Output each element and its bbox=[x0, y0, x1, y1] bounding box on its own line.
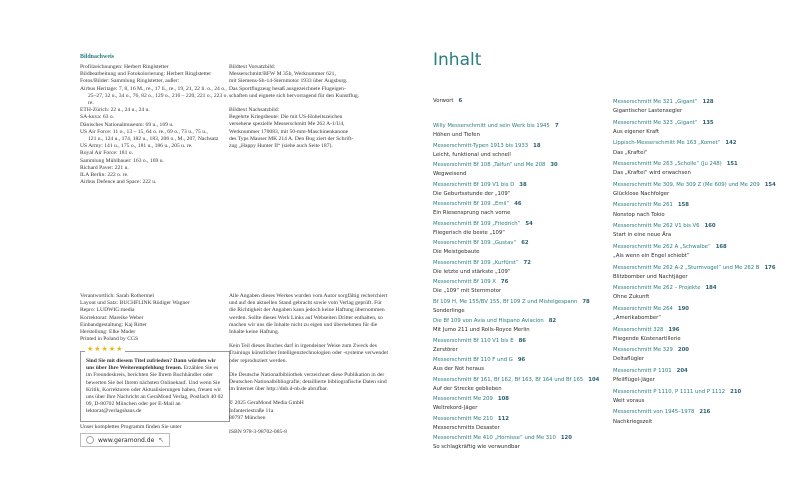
toc-entry-page: 128 bbox=[702, 99, 714, 105]
toc-entry-subtitle: Die letzte und stärkste „109“ bbox=[433, 268, 511, 275]
rating-stars-icon: ★★★★★ bbox=[87, 345, 124, 353]
feedback-bold: Sind Sie mit diesem Titel zufrieden? Dann würden wir uns über Ihre Weiterempfehlung freuen. bbox=[86, 358, 216, 372]
publisher-line: © 2025 GeraMond Media GmbH bbox=[229, 400, 304, 407]
toc-entry-page: 190 bbox=[677, 305, 689, 312]
toc-entry-page: 62 bbox=[521, 240, 529, 246]
caption-line: mit Siemens-Sh-14-Sternmotor 1933 über Augsburg. bbox=[229, 78, 348, 85]
program-text: Unser komplettes Programm finden Sie unter bbox=[80, 424, 182, 430]
toc-entry[interactable] bbox=[433, 278, 608, 298]
imprint bbox=[80, 293, 230, 343]
toc-entry-heading bbox=[433, 298, 608, 307]
credit-line: Sammlung Mühlbauer: 163 o., 169 u. bbox=[80, 157, 164, 164]
toc-entry-heading bbox=[613, 326, 798, 335]
toc-entry[interactable] bbox=[613, 98, 798, 119]
toc-entry-heading bbox=[613, 388, 798, 397]
credit-line: Profilzeichnungen: Herbert Ringlstetter bbox=[80, 64, 169, 70]
toc-entry-heading bbox=[433, 122, 608, 131]
toc-entry-heading bbox=[613, 222, 798, 231]
toc-entry-title: Messerschmitt Bf 110 F und G bbox=[433, 357, 513, 363]
toc-entry[interactable] bbox=[613, 284, 798, 305]
toc-entry[interactable] bbox=[613, 326, 798, 347]
toc-entry-title: Lippisch-Messerschmitt Me 163 „Komet“ bbox=[613, 140, 721, 147]
vorsatz-caption bbox=[229, 71, 389, 100]
toc-entry-title: Messerschmitt von 1945–1978 bbox=[613, 409, 695, 416]
toc-entry-title: Messerschmitt Me 264 bbox=[613, 305, 673, 312]
caption-line: des Typs Mauser MK 214 A. Den Bug ziert der Schrift- bbox=[229, 135, 354, 142]
toc-entry-title: Die Bf 109 von Avia und Hispano Aviación bbox=[433, 318, 544, 324]
toc-entry[interactable] bbox=[613, 408, 798, 429]
toc-entry-subtitle: Mit Jumo 211 und Rolls-Royce Merlin bbox=[433, 327, 530, 334]
toc-entry-title: Messerschmitt Me 323 „Gigant“ bbox=[613, 119, 698, 126]
toc-entry-heading bbox=[613, 160, 798, 169]
toc-entry[interactable] bbox=[613, 222, 798, 243]
vorsatz-label: Bildtext Vorsatzbild: bbox=[229, 64, 276, 70]
toc-entry-page: 86 bbox=[518, 337, 526, 344]
toc-entry-subtitle: Das „Kraftei“ bbox=[613, 149, 648, 156]
toc-entry-subtitle: Das „Kraftei“ wird erwachsen bbox=[613, 170, 691, 177]
toc-entry[interactable] bbox=[433, 259, 608, 279]
toc-entry-subtitle: Höhen und Tiefen bbox=[433, 132, 480, 139]
toc-entry-heading bbox=[613, 346, 798, 355]
toc-entry-page: 151 bbox=[726, 161, 738, 168]
imprint-line: Repro: LUDWIG:media bbox=[80, 307, 135, 314]
publisher-line: Infanteriestraße 11a bbox=[229, 407, 274, 414]
toc-entry-title: Messerschmitt 328 bbox=[613, 326, 664, 333]
credits-list bbox=[80, 64, 230, 186]
toc-entry[interactable] bbox=[613, 264, 798, 285]
toc-entry-title: Messerschmitt Bf 108 „Taifun“ und Me 208 bbox=[433, 162, 546, 168]
toc-entry-title: Messerschmitt Me 262 V1 bis V6 bbox=[613, 223, 700, 230]
feedback-text: Erzählen Sie es im Freundeskreis, berichten Sie Ihrem Buchhändler oder bewerten Sie bei Ihrem nächsten Onlinekauf. Und wenn Sie Kritik, Korrekturen oder Aktualisierungen haben, freuen wir uns über Ihre Nachricht an GeraMond Verlag, Postfach 40 02 09, D-80702 München oder per E-Mail an lektorat@verlagshaus.de bbox=[86, 365, 224, 415]
toc-entry-heading bbox=[613, 181, 798, 190]
toc-entry[interactable] bbox=[433, 415, 608, 435]
toc-entry-subtitle: Nachkriegszeit bbox=[613, 418, 653, 425]
toc-column-1 bbox=[433, 97, 608, 454]
toc-entry-title: Messerschmitt Me 262 A-2 „Sturmvogel“ und Me 262 B bbox=[613, 264, 760, 271]
toc-entry-page: 168 bbox=[715, 243, 727, 250]
toc-entry-page: 46 bbox=[514, 201, 522, 207]
caption-line: Begehrte Kriegsbeute: Die mit US-Hoheitszeichen bbox=[229, 114, 343, 121]
toc-entry-title: Messerschmitt Bf 161, Bf 162, Bf 163, Bf 164 und Bf 165 bbox=[433, 376, 584, 383]
nachsatz-label: Bildtext Nachsatzbild: bbox=[229, 107, 280, 114]
credit-line: Richard Paver: 221 u. bbox=[80, 164, 129, 171]
toc-entry-subtitle: Fliegende Küstenartillerie bbox=[613, 335, 681, 342]
toc-entry-title: Messerschmitt P 1101 bbox=[613, 367, 672, 374]
toc-entry-page: 38 bbox=[519, 181, 527, 188]
toc-entry[interactable] bbox=[433, 337, 608, 357]
caption-line: Werknummer 170083, mit 50-mm-Maschinenkanone bbox=[229, 128, 349, 135]
toc-entry-page: 6 bbox=[458, 98, 463, 104]
toc-entry-title: Messerschmitt Me 309, Me 309 Z (Me 609) und Me 209 bbox=[613, 181, 760, 188]
toc-entry-heading bbox=[433, 259, 608, 268]
toc-entry-title: Vorwort bbox=[433, 98, 454, 104]
toc-entry-subtitle: Wegweisend bbox=[433, 171, 467, 178]
toc-entry-subtitle: Aus eigener Kraft bbox=[613, 128, 659, 135]
caption-line: schaften und eignete sich hervorragend für den Kunstflug. bbox=[229, 92, 360, 99]
credit-line: Airbus Defence and Space: 222 u. bbox=[80, 179, 157, 186]
toc-entry-page: 82 bbox=[548, 318, 557, 324]
toc-entry-heading bbox=[433, 239, 608, 248]
toc-entry-heading bbox=[433, 161, 608, 170]
imprint-line: Printed in Poland by CGS bbox=[80, 336, 139, 343]
credit-line: Dänisches Nationalmuseum: 69 u., 169 u. bbox=[80, 121, 174, 128]
legal-paragraph: Alle Angaben dieses Werkes wurden vom Autor sorgfältig recherchiert und auf den aktuellen Stand gebracht sowie vom Verlag geprüft. Für die Richtigkeit der Angaben kann jedoch keine Haftung übernommen werden. Sollte dieses Werk Links auf Webseiten Dritter enthalten, so machen wir uns die Inhalte nicht zu eigen und übernehmen für die Inhalte keine Haftung. bbox=[229, 293, 388, 336]
legal-paragraph: Die Deutsche Nationalbibliothek verzeichnet diese Publikation in der Deutschen Nationalbibliografie; detaillierte bibliografische Daten sind im Internet über http://dnb.d-nb.de abrufbar. bbox=[229, 371, 387, 393]
credit-line: US Air Force: 11 o., 13 – 15, 64 o. re., 69 o., 73 u., 75 u., bbox=[80, 128, 208, 135]
toc-entry-title: Messerschmitt Me 410 „Hornisse“ und Me 310 bbox=[433, 435, 556, 441]
toc-entry-page: 18 bbox=[533, 142, 541, 149]
toc-entry[interactable] bbox=[613, 305, 798, 326]
credit-line: ETH-Zürich: 22 u., 24 u., 24 u. bbox=[80, 107, 150, 114]
toc-entry-heading bbox=[433, 278, 608, 287]
credits-heading: Bildnachweis bbox=[80, 54, 115, 60]
toc-entry-subtitle: Zerstörer bbox=[433, 346, 458, 353]
toc-entry-page: 7 bbox=[554, 123, 559, 129]
imprint-line: Verantwortlich: Sarah Rothermel bbox=[80, 293, 154, 299]
toc-entry-page: 158 bbox=[677, 202, 689, 209]
toc-entry-heading bbox=[433, 220, 608, 229]
toc-entry-title: Bf 109 H, Me 155/BV 155, Bf 109 Z und Mistelgespann bbox=[433, 298, 578, 305]
toc-entry[interactable] bbox=[613, 388, 798, 409]
toc-entry-page: 78 bbox=[582, 298, 590, 305]
imprint-line: Herstellung: Elke Mader bbox=[80, 329, 136, 336]
toc-entry-heading bbox=[613, 284, 798, 293]
toc-entry-page: 54 bbox=[525, 220, 533, 227]
toc-entry-subtitle: Blitzbomber und Nachtjäger bbox=[613, 273, 688, 280]
toc-entry-title: Messerschmitt Bf 109 X bbox=[433, 279, 496, 285]
toc-entry-heading bbox=[433, 317, 608, 326]
toc-entry-title: Messerschmitt Bf 109 „Gustav“ bbox=[433, 240, 517, 246]
toc-entry[interactable] bbox=[433, 376, 608, 396]
toc-entry-page: 120 bbox=[560, 435, 572, 441]
caption-line: Messerschmitt/BFW M 35b, Werknummer 621, bbox=[229, 71, 336, 78]
credit-line: Royal Air Force: 181 o. bbox=[80, 150, 133, 157]
toc-entry-subtitle: Deltaflügler bbox=[613, 356, 645, 363]
toc-entry-page: 112 bbox=[497, 415, 509, 422]
toc-entry[interactable] bbox=[433, 356, 608, 376]
credit-line: 121 u., 124 u., 174, 182 u., 183, 206 o., M., 207, Nachsatz bbox=[88, 136, 219, 143]
toc-entry[interactable] bbox=[613, 201, 798, 222]
toc-entry-heading bbox=[613, 98, 798, 107]
credit-line: Bildbearbeitung und Fotokolorierung: Herbert Ringlstetter bbox=[80, 71, 212, 78]
toc-entry-subtitle: „Als wenn ein Engel schiebt“ bbox=[613, 253, 690, 260]
toc-entry-title: Messerschmitt Bf 109 „Emil“ bbox=[433, 201, 510, 207]
caption-line: versehene spezielle Messerschmitt Me 262 A-1/U4, bbox=[229, 121, 345, 128]
toc-entry[interactable] bbox=[613, 119, 798, 140]
toc-entry-subtitle: Fliegerisch die beste „109“ bbox=[433, 229, 506, 236]
toc-entry-page: 96 bbox=[517, 357, 526, 363]
toc-entry-subtitle: Sonderlinge bbox=[433, 307, 465, 314]
toc-entry-subtitle: Aus der Not heraus bbox=[433, 366, 485, 373]
toc-entry-heading bbox=[433, 337, 608, 346]
toc-entry-page: 160 bbox=[704, 223, 716, 230]
toc-entry-heading bbox=[433, 376, 608, 385]
caption-line: Das Sportflugzeug besaß ausgezeichnete Flugeigen- bbox=[229, 85, 346, 92]
toc-entry-heading bbox=[613, 408, 798, 417]
toc-entry-page: 204 bbox=[676, 367, 688, 374]
toc-entry[interactable] bbox=[433, 317, 608, 337]
imprint-line: Einbandgestaltung: Kaj Ritter bbox=[80, 321, 147, 328]
toc-entry[interactable] bbox=[613, 367, 798, 388]
toc-entry[interactable] bbox=[613, 243, 798, 264]
toc-entry[interactable] bbox=[613, 181, 798, 202]
toc-entry[interactable] bbox=[613, 346, 798, 367]
toc-entry-page: 142 bbox=[725, 140, 737, 147]
toc-entry-heading bbox=[433, 395, 608, 404]
toc-column-2 bbox=[613, 98, 798, 429]
toc-title: Inhalt bbox=[433, 50, 482, 70]
toc-entry[interactable] bbox=[433, 239, 608, 259]
toc-entry-subtitle: Glücklose Nachfolger bbox=[613, 190, 670, 197]
toc-entry-heading bbox=[613, 243, 798, 252]
toc-entry-page: 154 bbox=[764, 181, 776, 188]
toc-entry-page: 184 bbox=[705, 285, 717, 292]
toc-entry-title: Messerschmitt Bf 109 „Kurfürst“ bbox=[433, 259, 519, 266]
toc-entry-page: 210 bbox=[730, 388, 742, 395]
toc-entry-subtitle: Pfeilflügel-Jäger bbox=[613, 377, 655, 384]
toc-entry-title: Willy Messerschmitt und sein Werk bis 1945 bbox=[433, 123, 550, 129]
toc-entry-subtitle: Start in eine neue Ära bbox=[613, 232, 672, 239]
publisher-line: 80797 München bbox=[229, 414, 266, 421]
toc-entry-vorwort[interactable] bbox=[433, 97, 608, 122]
toc-entry-title: Messerschmitt Me 261 bbox=[613, 202, 673, 209]
toc-entry-heading bbox=[613, 139, 798, 148]
toc-entry-title: Messerschmitt Me 329 bbox=[613, 347, 673, 354]
nachsatz-caption bbox=[229, 114, 389, 150]
imprint-line: Korrektorat: Mareike Weber bbox=[80, 314, 144, 321]
toc-entry-subtitle: Ein Riesensprung nach vorne bbox=[433, 210, 511, 217]
toc-entry-title: Messerschmitt Me 263 „Scholle“ (Ju 248) bbox=[613, 161, 722, 168]
globe-icon bbox=[86, 436, 94, 444]
toc-entry-heading bbox=[613, 264, 798, 273]
toc-entry-heading bbox=[433, 200, 608, 209]
toc-entry[interactable] bbox=[433, 395, 608, 415]
toc-entry-page: 108 bbox=[497, 396, 509, 402]
toc-entry-page: 176 bbox=[764, 264, 776, 271]
toc-entry[interactable] bbox=[433, 220, 608, 240]
toc-entry-title: Messerschmitt Me 321 „Gigant“ bbox=[613, 99, 698, 105]
toc-entry-title: Messerschmitt P 1110, P 1111 und P 1112 bbox=[613, 388, 726, 395]
toc-entry-page: 30 bbox=[550, 162, 558, 168]
toc-entry-subtitle: Die Geburtsstunde der „109“ bbox=[433, 190, 511, 197]
toc-entry-subtitle: Weit voraus bbox=[613, 397, 645, 404]
toc-entry-subtitle: Nonstop nach Tokio bbox=[613, 211, 665, 218]
toc-entry-title: Messerschmitt Me 209 bbox=[433, 396, 493, 402]
toc-entry-title: Messerschmitt Bf 109 „Friedrich“ bbox=[433, 220, 521, 227]
toc-entry[interactable] bbox=[613, 139, 798, 160]
toc-entry-heading bbox=[613, 119, 798, 128]
toc-entry-title: Messerschmitt Me 210 bbox=[433, 415, 493, 422]
toc-entry-subtitle: Weltrekord-Jäger bbox=[433, 405, 478, 412]
isbn: ISBN 978-3-98702-085-8 bbox=[229, 429, 287, 436]
cursor-icon: ↖ bbox=[158, 436, 165, 444]
toc-entry[interactable] bbox=[433, 200, 608, 220]
feedback-box bbox=[80, 345, 230, 422]
toc-entry[interactable] bbox=[433, 161, 608, 181]
credit-line: SA-kuva: 63 o. bbox=[80, 114, 115, 121]
toc-entry-title: Messerschmitt-Typen 1913 bis 1933 bbox=[433, 142, 529, 149]
toc-entry-heading bbox=[613, 305, 798, 314]
credit-line: ILA Berlin: 222 o. re. bbox=[80, 172, 129, 179]
toc-entry-heading bbox=[433, 181, 608, 190]
toc-entry[interactable] bbox=[433, 142, 608, 162]
toc-entry-heading bbox=[433, 356, 608, 365]
credit-line: US Army: 141 u., 175 o., 181 u., 186 u., 205 u. re. bbox=[80, 143, 193, 150]
toc-entry[interactable] bbox=[433, 181, 608, 201]
toc-entry-page: 196 bbox=[668, 326, 680, 333]
credit-line: Fotos/Bilder: Sammlung Ringlstetter, außer: bbox=[80, 78, 180, 85]
toc-entry-title: Messerschmitt Bf 110 V1 bis E bbox=[433, 337, 514, 344]
toc-entry-subtitle: Gigantischer Lastensegler bbox=[613, 108, 683, 115]
toc-entry-subtitle: Die „109“ mit Sternmotor bbox=[433, 288, 502, 295]
toc-entry[interactable] bbox=[433, 298, 608, 318]
website-url[interactable]: www.geramond.de bbox=[98, 436, 155, 444]
toc-entry-title: Messerschmitt Me 262 A „Schwalbe“ bbox=[613, 243, 711, 250]
toc-entry-subtitle: Leicht, funktional und schnell bbox=[433, 151, 511, 158]
toc-entry-page: 200 bbox=[677, 347, 689, 354]
caption-line: zug „Happy Hunter II“ (siehe auch Seite 187). bbox=[229, 143, 333, 150]
toc-entry-page: 72 bbox=[523, 259, 531, 266]
legal-paragraph: Kein Teil dieses Buches darf in irgendeiner Weise zum Zweck des Trainings künstlicher Intelligenztechnologien oder -systeme verwendet oder reproduziert werden. bbox=[229, 343, 389, 364]
credit-line: 25–27, 32 u., 34 o., 76, 82 o., 129 o., 216 – 220, 221 o., 223 o. re. bbox=[88, 92, 228, 107]
toc-entry-subtitle: Die Meistgebaute bbox=[433, 249, 480, 256]
toc-entry-title: Messerschmitt Me 262 – Projekte bbox=[613, 285, 701, 292]
toc-entry-heading bbox=[433, 434, 608, 443]
toc-entry-subtitle: Auf der Strecke geblieben bbox=[433, 385, 502, 392]
toc-entry-page: 76 bbox=[500, 279, 509, 285]
website-link[interactable] bbox=[80, 433, 170, 447]
toc-entry[interactable] bbox=[433, 122, 608, 142]
toc-entry-heading bbox=[433, 415, 608, 424]
toc-entry[interactable] bbox=[613, 160, 798, 181]
credit-line: Airbus Heritage: 7, 8, 16 M., re., 17 li., re., 19, 21, 22 li. o., 24 o., bbox=[80, 85, 227, 92]
toc-entry-subtitle: So schlagkräftig wie verwundbar bbox=[433, 444, 520, 451]
toc-entry-heading bbox=[433, 142, 608, 151]
toc-entry-subtitle: „Amerikabomber“ bbox=[613, 315, 662, 322]
toc-entry-page: 216 bbox=[699, 409, 711, 416]
toc-entry-subtitle: Messerschmitts Desaster bbox=[433, 424, 500, 431]
imprint-line: Layout und Satz: BUCHFLINK Rüdiger Wagner bbox=[80, 300, 190, 307]
legal-notice bbox=[229, 293, 389, 436]
toc-entry-page: 104 bbox=[588, 376, 600, 383]
frontmatter-captions bbox=[229, 64, 389, 150]
toc-entry-heading bbox=[613, 367, 798, 376]
toc-entry[interactable] bbox=[433, 434, 608, 454]
toc-entry-title: Messerschmitt Bf 109 V1 bis D bbox=[433, 181, 515, 188]
toc-entry-page: 135 bbox=[702, 119, 714, 126]
toc-entry-heading bbox=[613, 201, 798, 210]
toc-entry-subtitle: Ohne Zukunft bbox=[613, 294, 650, 301]
